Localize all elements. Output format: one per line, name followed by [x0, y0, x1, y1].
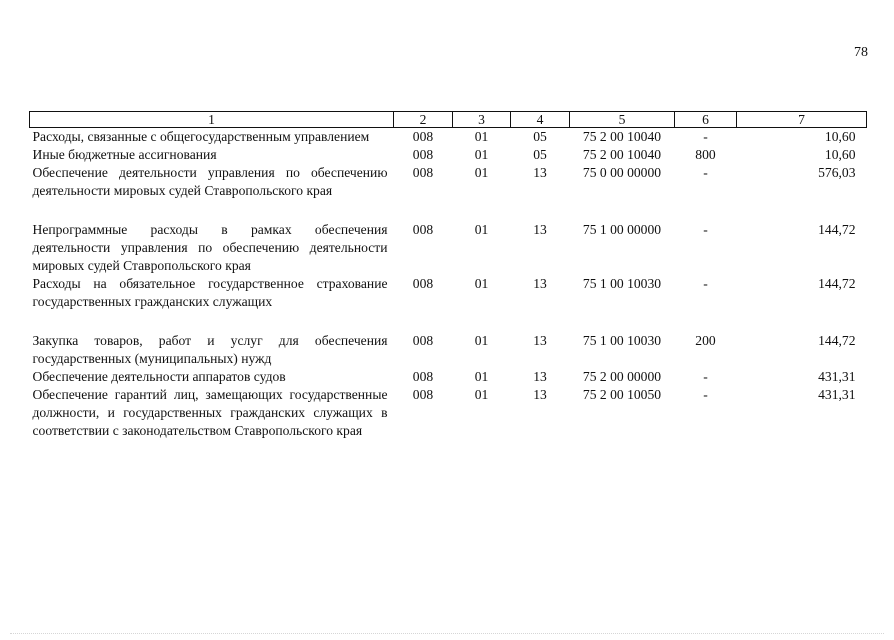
page-number: 78	[854, 45, 868, 60]
row-pr: 13	[533, 333, 547, 348]
row-sum: 10,60	[824, 129, 856, 144]
row-rz: 01	[474, 276, 489, 291]
row-rz: 01	[474, 165, 489, 180]
row-csr: 75 0 00 00000	[582, 165, 662, 180]
column-header-csr: 5	[570, 112, 675, 128]
row-ved: 008	[412, 333, 434, 348]
row-name: Расходы, связанные с общегосударственным управлением	[32, 129, 370, 144]
row-csr: 75 1 00 10030	[582, 333, 662, 348]
row-csr: 75 2 00 10040	[582, 129, 662, 144]
row-sum: 10,60	[824, 147, 856, 162]
row-pr: 13	[533, 222, 547, 237]
row-ved: 008	[412, 369, 434, 384]
row-vr: -	[703, 129, 708, 144]
row-vr: -	[703, 165, 708, 180]
row-pr: 13	[533, 165, 547, 180]
row-sum: 144,72	[818, 333, 856, 348]
table-row	[30, 368, 867, 386]
row-rz: 01	[474, 222, 489, 237]
table-body	[30, 128, 867, 441]
column-header-vr: 6	[675, 112, 737, 128]
row-rz: 01	[474, 147, 489, 162]
column-header-ved: 2	[394, 112, 453, 128]
row-vr: 800	[695, 147, 716, 162]
column-header-rz: 3	[453, 112, 511, 128]
row-name: Обеспечение гарантий лиц, замещающих государственные должности, и государственных гражданских служащих в соответствии с законодательством Ставропольского края	[32, 387, 388, 438]
row-sum: 431,31	[818, 387, 856, 402]
row-vr: 200	[695, 333, 716, 348]
row-vr: -	[703, 222, 708, 237]
row-csr: 75 1 00 00000	[582, 222, 662, 237]
row-sum: 576,03	[818, 165, 856, 180]
row-name: Иные бюджетные ассигнования	[32, 147, 217, 162]
column-header-pr: 4	[511, 112, 570, 128]
row-csr: 75 2 00 10050	[582, 387, 662, 402]
row-pr: 13	[533, 369, 547, 384]
row-name: Обеспечение деятельности аппаратов судов	[32, 369, 286, 384]
row-pr: 05	[533, 147, 547, 162]
row-ved: 008	[412, 276, 434, 291]
row-rz: 01	[474, 129, 489, 144]
row-name: Расходы на обязательное государственное страхование государственных гражданских служащих	[32, 276, 388, 309]
row-pr: 05	[533, 129, 547, 144]
row-sum: 144,72	[818, 276, 856, 291]
row-csr: 75 2 00 00000	[582, 369, 662, 384]
row-sum: 431,31	[818, 369, 856, 384]
row-ved: 008	[412, 387, 434, 402]
row-pr: 13	[533, 387, 547, 402]
row-csr: 75 2 00 10040	[582, 147, 662, 162]
row-name: Закупка товаров, работ и услуг для обеспечения государственных (муниципальных) нужд	[32, 333, 388, 366]
row-ved: 008	[412, 222, 434, 237]
row-ved: 008	[412, 165, 434, 180]
row-vr: -	[703, 369, 708, 384]
table-row	[30, 164, 867, 221]
table-row	[30, 128, 867, 147]
row-vr: -	[703, 387, 708, 402]
row-rz: 01	[474, 387, 489, 402]
row-pr: 13	[533, 276, 547, 291]
table-row	[30, 146, 867, 164]
column-header-name: 1	[30, 112, 394, 128]
table-row	[30, 221, 867, 275]
table-row	[30, 332, 867, 368]
table-row	[30, 386, 867, 440]
row-name: Обеспечение деятельности управления по обеспечению деятельности мировых судей Ставропольского края	[32, 165, 388, 198]
row-csr: 75 1 00 10030	[582, 276, 662, 291]
scan-edge-line	[10, 633, 884, 634]
row-vr: -	[703, 276, 708, 291]
row-name: Непрограммные расходы в рамках обеспечения деятельности управления по обеспечению деятельности мировых судей Ставропольского края	[32, 222, 388, 273]
row-rz: 01	[474, 369, 489, 384]
header-row	[30, 112, 867, 128]
row-ved: 008	[412, 129, 434, 144]
table-row	[30, 275, 867, 332]
column-header-sum: 7	[737, 112, 867, 128]
row-rz: 01	[474, 333, 489, 348]
row-sum: 144,72	[818, 222, 856, 237]
row-ved: 008	[412, 147, 434, 162]
budget-table	[29, 111, 867, 440]
